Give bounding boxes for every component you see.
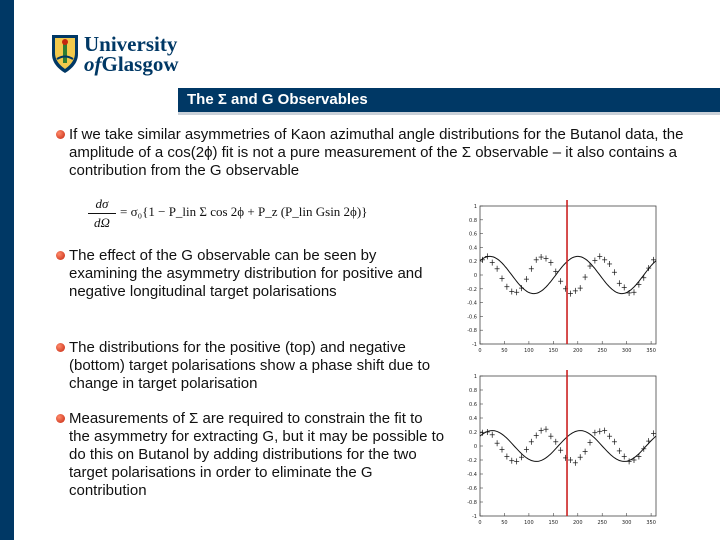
y-tick-label: 0.2 [469,259,477,266]
x-tick-label: 300 [621,520,632,526]
x-tick-label: 200 [573,520,583,526]
y-tick-label: 0.4 [469,416,477,422]
slide-title: The Σ and G Observables [187,91,368,108]
y-tick-label: -0.2 [467,458,477,464]
bullet-marker-4 [56,414,65,423]
y-tick-label: -1 [472,514,477,520]
y-tick-label: -0.4 [467,300,477,307]
y-tick-label: 0.8 [469,217,477,224]
y-tick-label: 1 [473,374,477,380]
y-tick-label: -0.8 [467,500,477,506]
plot-frame [480,206,656,344]
bullet-marker-2 [56,251,65,260]
equation-denominator: dΩ [94,215,110,230]
y-tick-label: -0.4 [467,472,477,478]
x-tick-label: 100 [524,348,534,354]
plot-frame [480,376,656,516]
y-tick-label: 0.2 [469,430,477,436]
y-tick-label: 0.4 [469,245,477,252]
bullet-text-2: The effect of the G observable can be seen by examining the asymmetry distribution for positive and negative longitudinal target polarisations [69,247,423,300]
bullet-text-4: Measurements of Σ are required to constrain the fit to the asymmetry for extracting G, but it may be possible to do this on Butanol by adding distributions for the two target polarisations in order to eliminate the G contribution [69,410,445,499]
y-tick-label: -0.6 [467,486,477,492]
fraction-bar [88,213,116,214]
x-tick-label: 50 [501,520,508,526]
y-tick-label: 1 [473,204,477,210]
x-tick-label: 150 [548,520,559,526]
x-tick-label: 150 [548,348,559,354]
y-tick-label: 0 [473,444,477,450]
university-logo [50,30,190,78]
equation-rhs: = σ₀{1 − P_lin Σ cos 2ϕ + P_z (P_lin Gsin 2ϕ)} [120,204,368,219]
x-tick-label: 250 [597,348,607,354]
x-tick-label: 300 [621,348,632,354]
x-tick-label: 100 [524,520,534,526]
y-tick-label: -0.2 [467,286,477,293]
equation-numerator: dσ [95,196,109,211]
logo-of: of [84,52,102,76]
bullet-marker-3 [56,343,65,352]
asymmetry-plot-negative [456,370,660,532]
x-tick-label: 350 [646,348,656,354]
logo-line-university: University [84,32,178,56]
y-tick-label: -1 [472,342,477,348]
bullet-text-3: The distributions for the positive (top) and negative (bottom) target polarisations show a phase shift due to change in target polarisation [69,339,431,392]
logo-glasgow: Glasgow [101,52,179,76]
x-tick-label: 250 [597,520,607,526]
asymmetry-plot-positive [456,200,660,360]
x-tick-label: 0 [478,348,482,354]
y-tick-label: 0.6 [469,402,477,408]
cross-section-equation [86,196,436,234]
y-tick-label: 0.8 [469,388,477,394]
logo-line-glasgow [84,54,179,74]
left-accent-bar [0,0,14,540]
bullet-text-1: If we take similar asymmetries of Kaon azimuthal angle distributions for the Butanol data, the amplitude of a cos(2ϕ) fit is not a pure measurement of the Σ observable – it also contains a contribution from the G observable [69,126,684,179]
title-bar [178,88,720,115]
equation-fraction [86,196,118,231]
x-tick-label: 200 [573,348,583,354]
x-tick-label: 350 [646,520,656,526]
x-tick-label: 50 [501,348,508,354]
x-tick-label: 0 [478,520,482,526]
bullet-marker-1 [56,130,65,139]
y-tick-label: -0.6 [467,314,477,321]
crest-icon [50,32,80,74]
y-tick-label: 0.6 [469,231,477,238]
y-tick-label: 0 [473,273,477,279]
y-tick-label: -0.8 [467,328,477,335]
